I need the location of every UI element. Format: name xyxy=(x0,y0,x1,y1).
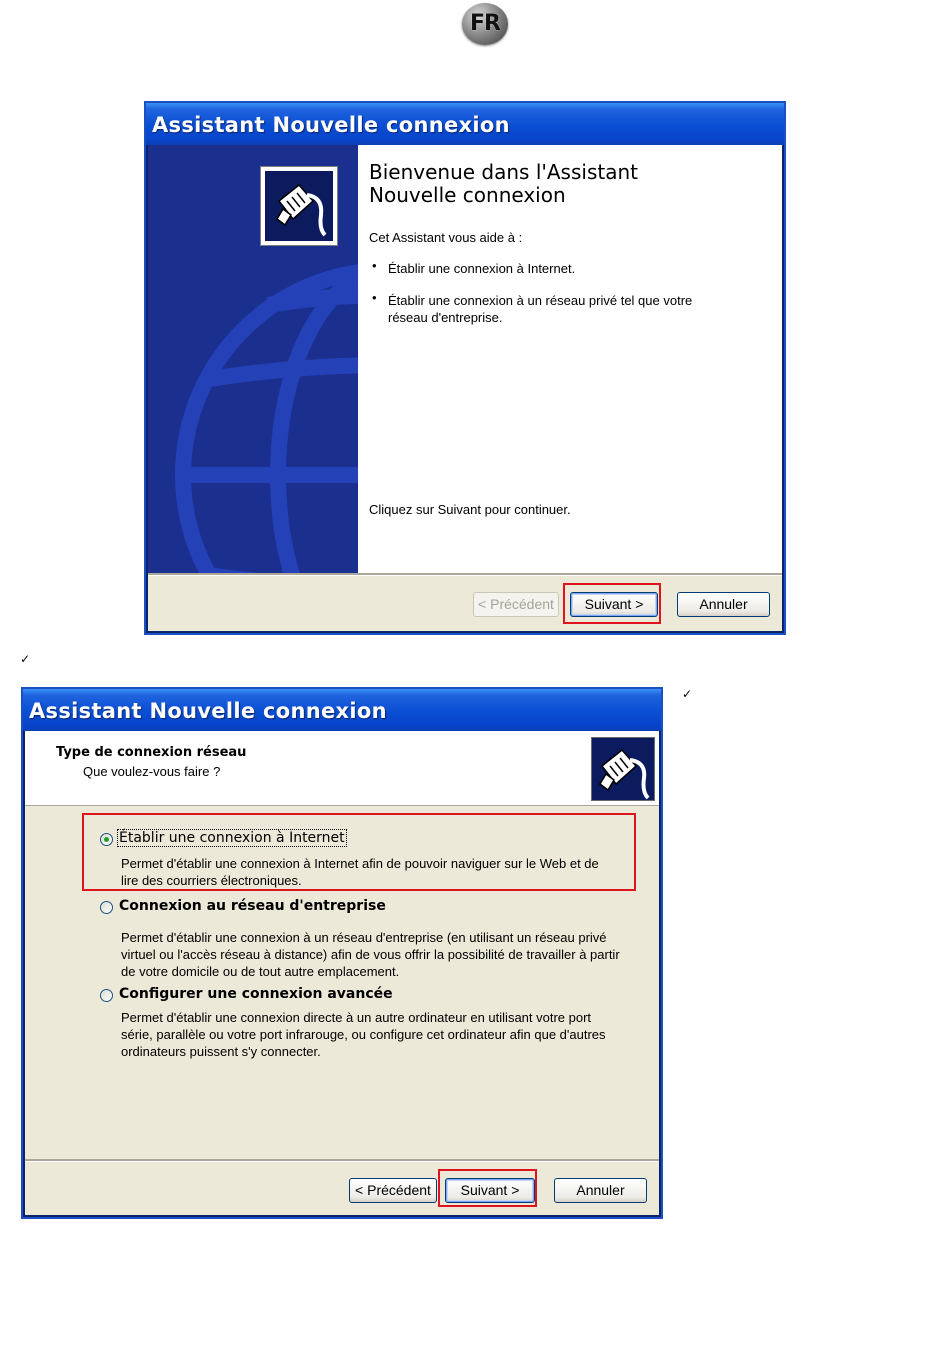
window-title: Assistant Nouvelle connexion xyxy=(146,103,784,145)
connection-icon-frame xyxy=(260,166,338,246)
wizard-header xyxy=(25,731,659,806)
wizard-connection-type-window xyxy=(21,687,663,1219)
highlight-internet-option xyxy=(82,813,636,891)
bullet-item: Établir une connexion à un réseau privé tel que votre xyxy=(388,293,693,308)
intro-text: Cet Assistant vous aide à : xyxy=(369,230,523,245)
network-cable-icon xyxy=(592,738,654,800)
language-badge xyxy=(462,3,508,45)
page-title: Type de connexion réseau xyxy=(56,745,247,760)
option-enterprise-label[interactable]: Connexion au réseau d'entreprise xyxy=(119,898,386,914)
option-enterprise-desc: Permet d'établir une connexion à un réseau d'entreprise (en utilisant un réseau privé xyxy=(121,930,607,945)
divider xyxy=(148,573,782,576)
wizard-welcome-window xyxy=(144,101,786,635)
window-title: Assistant Nouvelle connexion xyxy=(23,689,661,731)
cancel-button[interactable]: Annuler xyxy=(677,592,770,617)
network-cable-icon xyxy=(265,171,331,239)
globe-banner xyxy=(148,145,358,573)
continue-instruction: Cliquez sur Suivant pour continuer. xyxy=(369,502,571,517)
back-button[interactable]: < Précédent xyxy=(349,1178,437,1203)
highlight-next-button xyxy=(563,583,661,624)
wizard-body xyxy=(148,145,782,631)
divider xyxy=(25,1159,659,1162)
option-advanced-label[interactable]: Configurer une connexion avancée xyxy=(119,986,393,1002)
radio-advanced[interactable] xyxy=(100,989,113,1002)
wizard-body xyxy=(25,731,659,1215)
radio-enterprise[interactable] xyxy=(100,901,113,914)
option-advanced-desc: Permet d'établir une connexion directe à un autre ordinateur en utilisant votre port xyxy=(121,1010,592,1025)
cancel-button[interactable]: Annuler xyxy=(554,1178,647,1203)
checkmark-icon: ✓ xyxy=(682,687,693,701)
language-badge-label: FR xyxy=(470,11,500,36)
next-button[interactable]: Suivant > xyxy=(445,1178,535,1203)
bullet-icon: • xyxy=(372,258,377,273)
checkmark-icon: ✓ xyxy=(20,652,31,666)
next-button[interactable]: Suivant > xyxy=(570,592,658,617)
option-internet-desc: lire des courriers électroniques. xyxy=(121,873,302,888)
page-subtitle: Que voulez-vous faire ? xyxy=(83,764,221,779)
welcome-title: Bienvenue dans l'Assistant Nouvelle connexion xyxy=(369,160,638,207)
wizard-content xyxy=(358,145,782,573)
option-advanced-desc: série, parallèle ou votre port infrarouge, ou configure cet ordinateur afin que d'autres xyxy=(121,1027,606,1042)
option-internet-desc: Permet d'établir une connexion à Internet afin de pouvoir naviguer sur le Web et de xyxy=(121,856,599,871)
bullet-item: Établir une connexion à Internet. xyxy=(388,261,576,276)
option-enterprise-desc: virtuel ou l'accès réseau à distance) afin de vous offrir la possibilité de travailler à partir xyxy=(121,947,620,962)
connection-icon-frame xyxy=(591,737,655,801)
back-button[interactable]: < Précédent xyxy=(473,592,559,617)
bullet-item-continuation: réseau d'entreprise. xyxy=(388,310,503,325)
option-enterprise-desc: de votre domicile ou de tout autre emplacement. xyxy=(121,964,400,979)
bullet-icon: • xyxy=(372,290,377,305)
option-advanced-desc: ordinateurs puissent s'y connecter. xyxy=(121,1044,321,1059)
highlight-next-button xyxy=(438,1169,537,1207)
option-internet-label[interactable]: Établir une connexion à Internet xyxy=(119,830,345,846)
